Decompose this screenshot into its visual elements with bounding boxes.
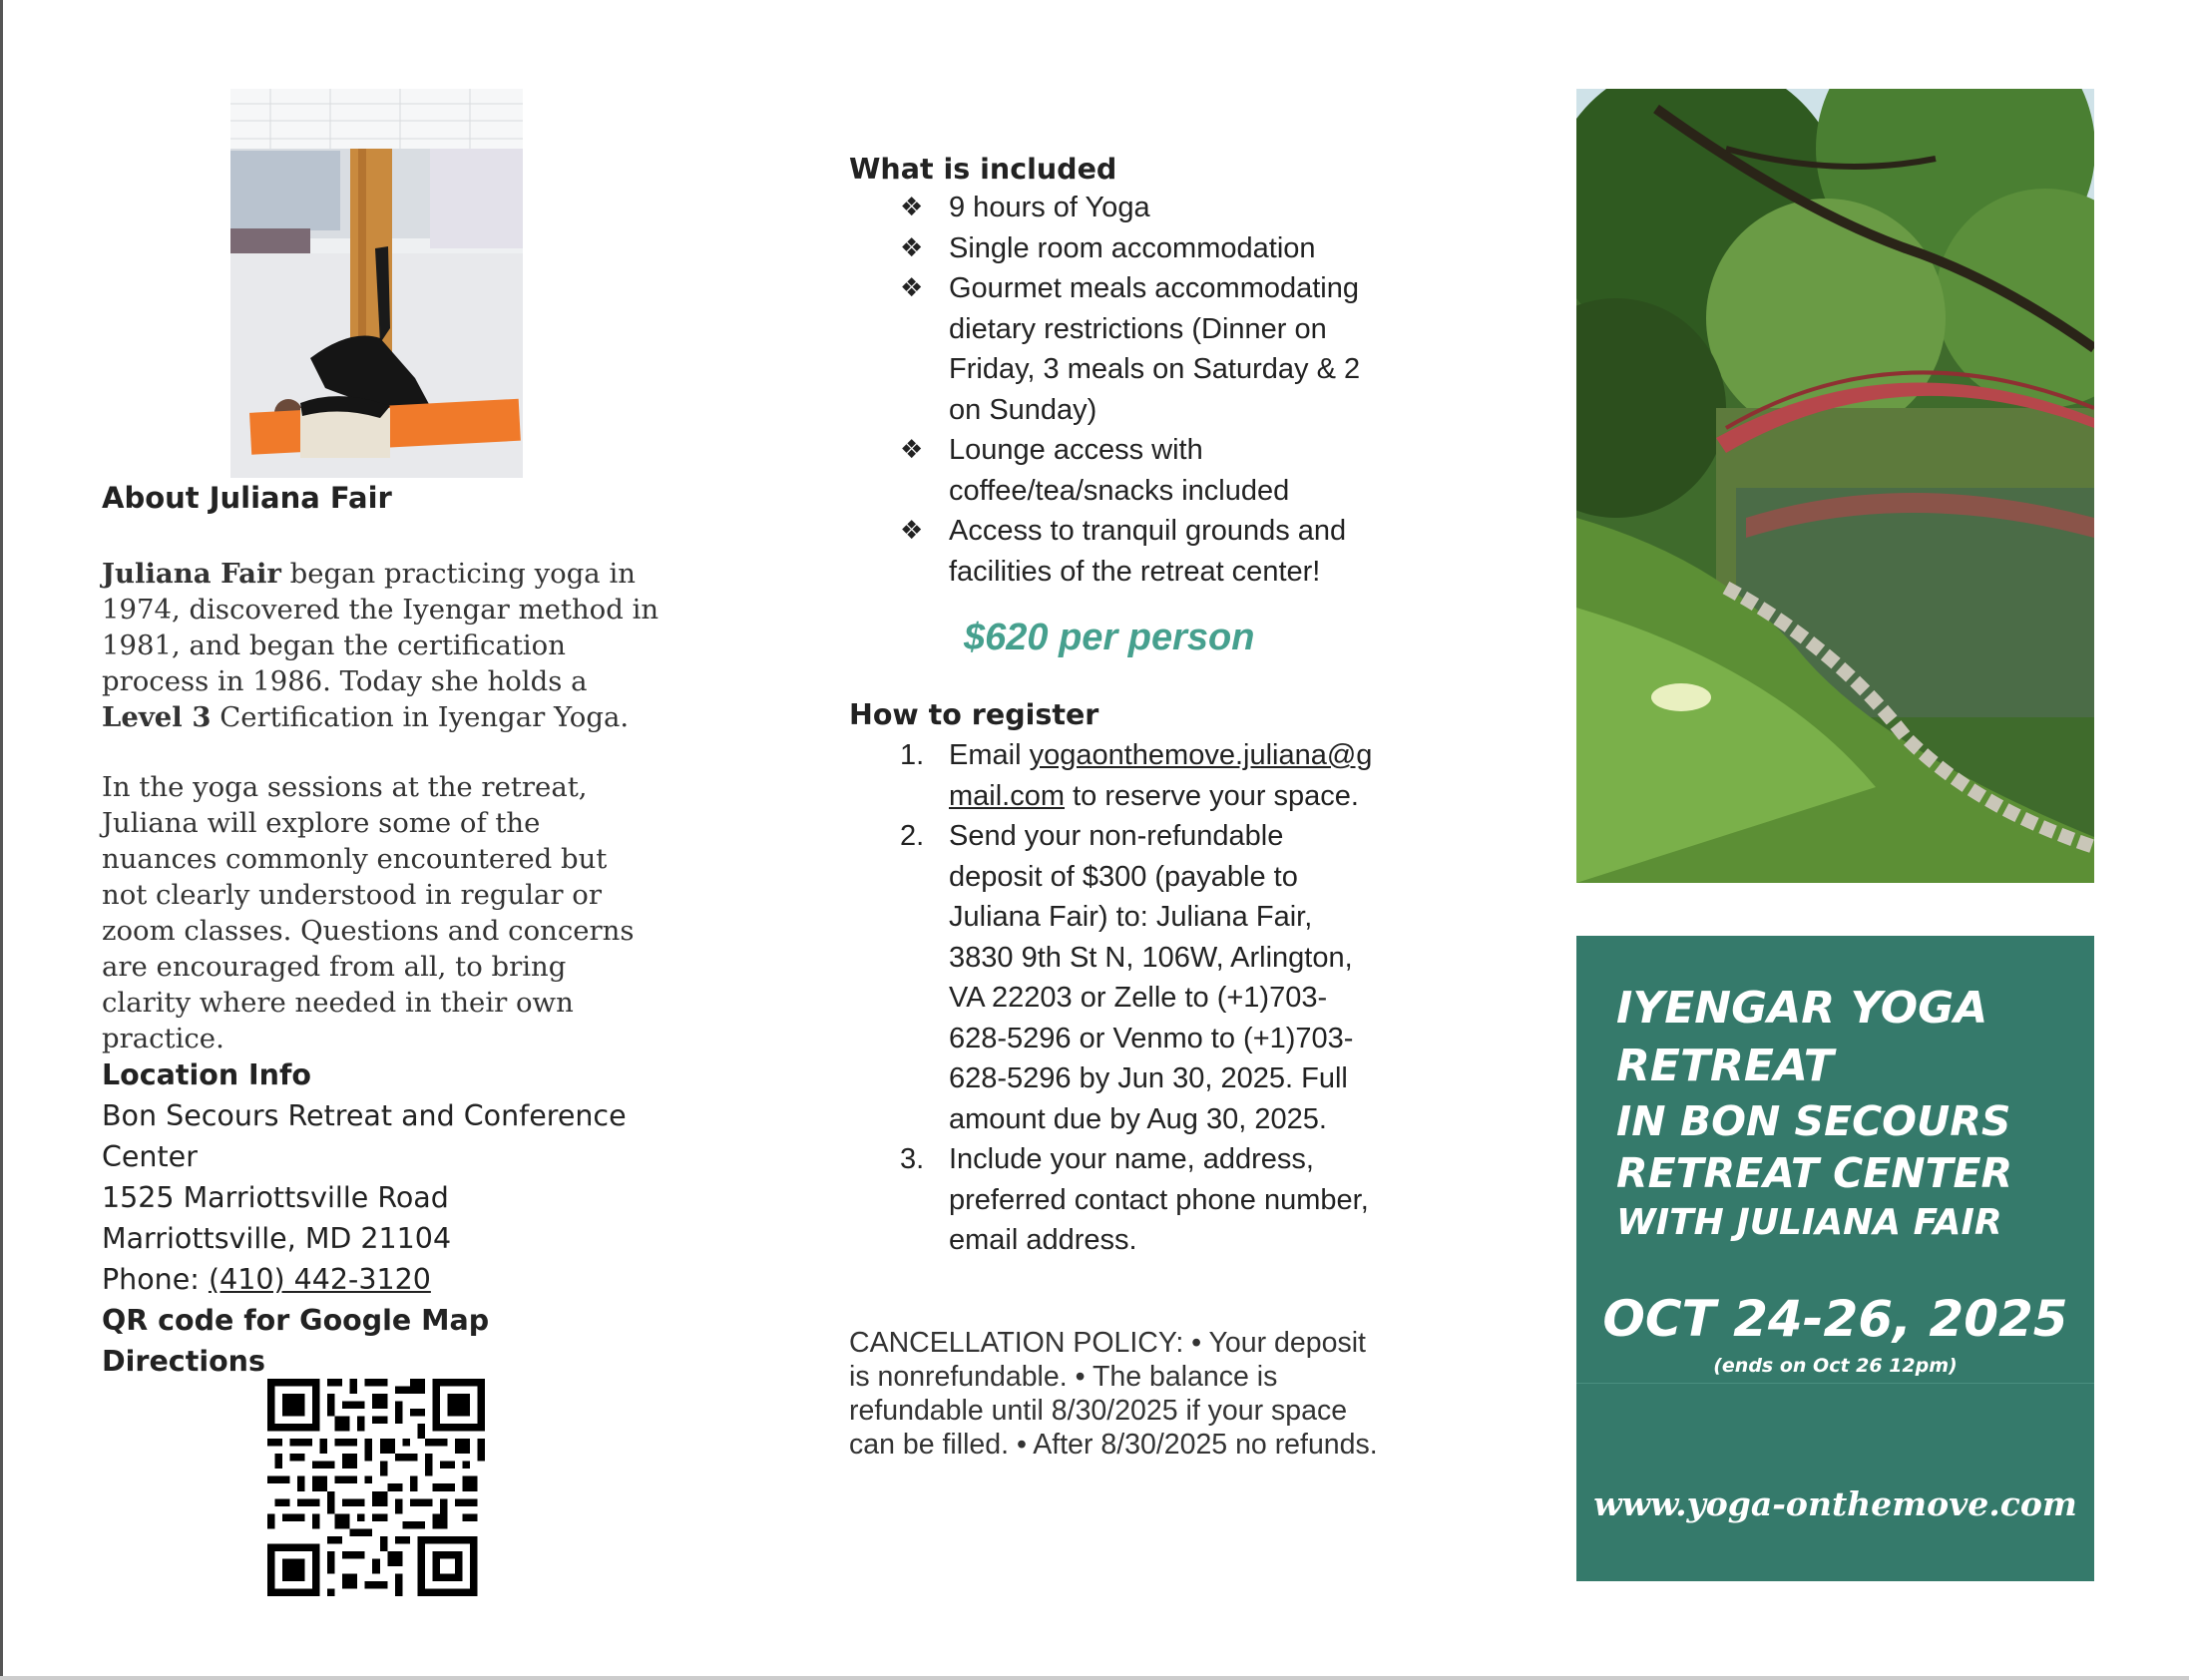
phone-link[interactable]: (410) 442-3120 (208, 1263, 431, 1296)
cover-line-1: IYENGAR YOGA (1616, 983, 1988, 1034)
list-item: ❖ Single room accommodation (849, 228, 1378, 269)
location-line-3: 1525 Marriottsville Road (102, 1181, 449, 1214)
cover-divider (1576, 1383, 2094, 1384)
list-item: ❖ Gourmet meals accommodating dietary restrictions (Dinner on Friday, 3 meals on Saturday & 2 on Sunday) (849, 268, 1378, 430)
bio-name: Juliana Fair (102, 558, 281, 590)
list-item: ❖ Lounge access with coffee/tea/snacks included (849, 430, 1378, 511)
cover-line-5: WITH JULIANA FAIR (1616, 1202, 2002, 1243)
diamond-bullet-icon: ❖ (900, 193, 924, 222)
yoga-pose-photo (230, 89, 523, 478)
bio-text-a: began practicing yoga in 1974, discovered the Iyengar method in 1981, and began the certification process in 1986. Today she holds a (102, 558, 659, 697)
location-info (102, 1054, 660, 1382)
location-heading: Location Info (102, 1058, 311, 1091)
location-phone-row (102, 1259, 660, 1300)
location-line-4: Marriottsville, MD 21104 (102, 1222, 452, 1255)
cover-line-4: RETREAT CENTER (1616, 1149, 2013, 1197)
included-heading: What is included (849, 153, 1117, 186)
register-heading: How to register (849, 698, 1099, 731)
diamond-bullet-icon: ❖ (900, 516, 924, 546)
diamond-bullet-icon: ❖ (900, 273, 924, 303)
location-line-1: Bon Secours Retreat and Conference (102, 1099, 627, 1132)
price-label: $620 per person (964, 617, 1255, 658)
bio-paragraph-1 (102, 556, 660, 735)
page-left-edge (0, 0, 3, 1680)
park-bridge-photo (1576, 89, 2094, 883)
qr-code[interactable] (267, 1379, 485, 1596)
list-item: ❖ Access to tranquil grounds and facilities of the retreat center! (849, 511, 1378, 592)
website-url[interactable]: www.yoga-onthemove.com (1593, 1484, 2077, 1523)
page-bottom-edge (0, 1676, 2189, 1680)
bio-paragraph-2 (102, 769, 660, 1056)
cover-title (1616, 980, 2085, 1247)
about-heading: About Juliana Fair (102, 481, 392, 515)
register-step: 3. Include your name, address, preferred contact phone number, email address. (900, 1143, 1369, 1256)
cover-line-2: RETREAT (1616, 1041, 1834, 1091)
diamond-bullet-icon: ❖ (900, 435, 924, 465)
bio-text-2: In the yoga sessions at the retreat, Juliana will explore some of the nuances commonly encountered but not clearly understood in regular or zoom classes. Questions and concerns are encouraged from all, to bring clarity where needed in their own practice. (102, 771, 635, 1054)
cancellation-policy: CANCELLATION POLICY: • Your deposit is nonrefundable. • The balance is refundable until 8/30/2025 if your space can be filled. • After 8/30/2025 no refunds. (849, 1327, 1378, 1461)
email-link[interactable]: yogaonthemove.juliana@gmail.com (949, 739, 1373, 812)
phone-label: Phone: (102, 1263, 209, 1296)
cover-panel (1576, 936, 2094, 1581)
list-item: ❖ 9 hours of Yoga (849, 188, 1378, 228)
diamond-bullet-icon: ❖ (900, 232, 924, 263)
cover-date: OCT 24-26, 2025 (1602, 1290, 2068, 1348)
location-line-2: Center (102, 1140, 198, 1173)
included-list (849, 188, 1378, 592)
register-step: 2. Send your non-refundable deposit of $300 (payable to Juliana Fair) to: Juliana Fair, 3830 9th St N, 106W, Arlington, VA 22203 or Zelle to (+1)703-628-5296 or Venmo to (+1)703-628-5296 by Jun 30, 2025. Full amount due by Aug 30, 2025. (900, 820, 1354, 1135)
register-step: 1. Email yogaonthemove.juliana@gmail.com to reserve your space. (900, 739, 1373, 812)
qr-caption: QR code for Google Map Directions (102, 1304, 490, 1378)
register-steps (849, 735, 1378, 1261)
cover-ends-note: (ends on Oct 26 12pm) (1713, 1355, 1958, 1377)
bio-level: Level 3 (102, 701, 212, 733)
bio-text-b: Certification in Iyengar Yoga. (211, 701, 630, 733)
cover-line-3: IN BON SECOURS (1616, 1097, 2011, 1145)
